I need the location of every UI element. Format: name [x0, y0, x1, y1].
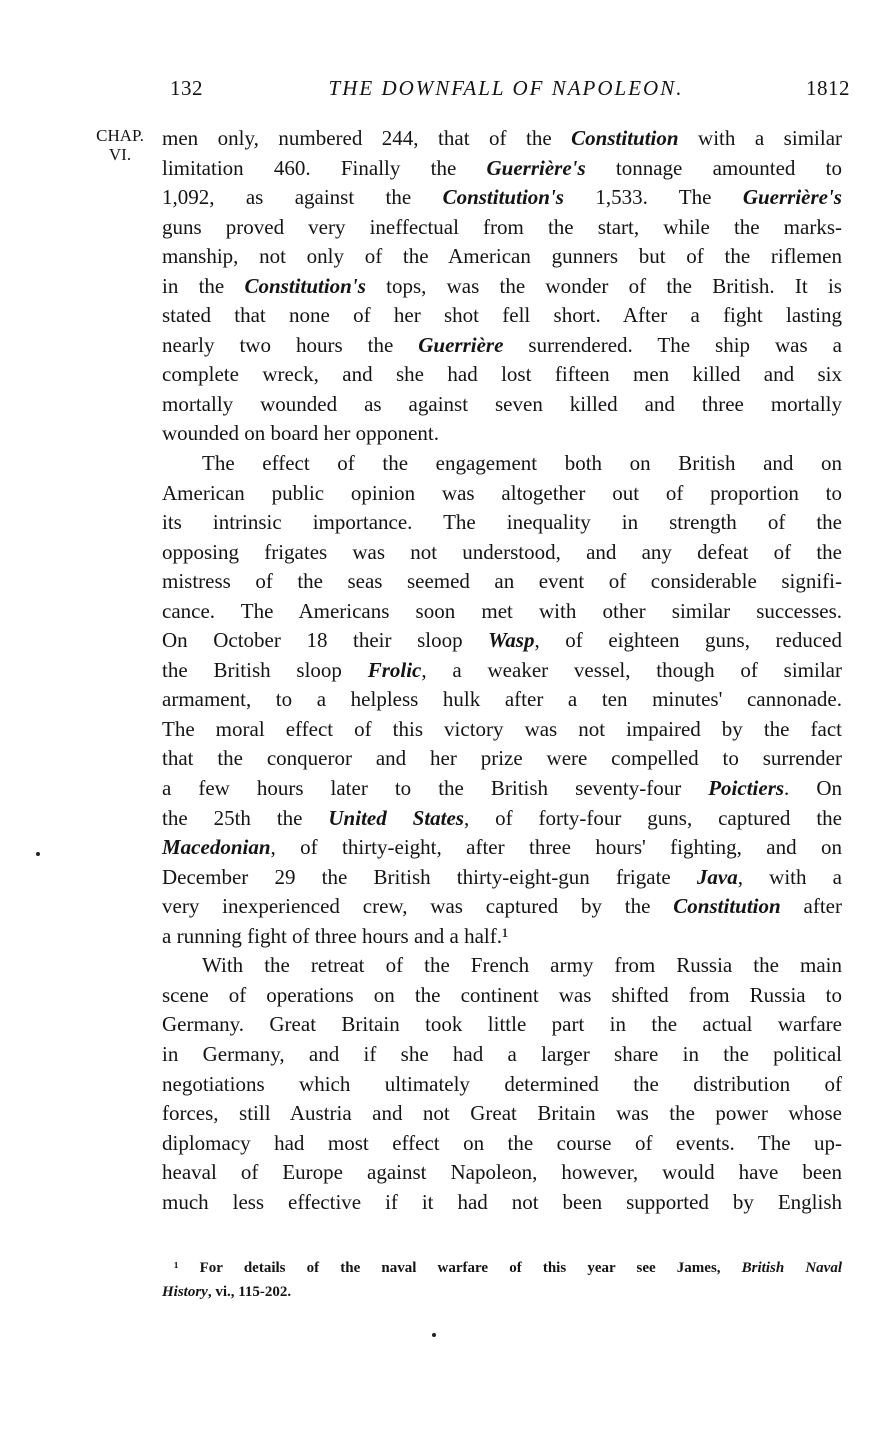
- text-line: nearly two hours the Guerrière surrendered. The ship was a: [162, 332, 842, 357]
- text-line: The moral effect of this victory was not impaired by the fact: [162, 716, 842, 741]
- italic-term: Guerrière: [418, 332, 504, 357]
- italic-term: Constitution: [571, 126, 679, 150]
- running-year: 1812: [806, 76, 850, 100]
- text-line: in Germany, and if she had a larger share in the political: [162, 1041, 842, 1066]
- text-line: The effect of the engagement both on British and on: [202, 451, 842, 476]
- footnote: [162, 1256, 842, 1304]
- text-line: men only, numbered 244, that of the Constitution with a similar: [162, 126, 843, 150]
- italic-term: Guerrière's: [742, 185, 842, 210]
- text-line: 1,092, as against the Constitution's 1,533. The Guerrière's: [162, 185, 842, 210]
- italic-term: Constitution's: [244, 273, 366, 298]
- footnote-line: History, vi., 115-202.: [162, 1284, 292, 1300]
- page-number: 132: [170, 76, 203, 100]
- footnote-line: ¹ For details of the naval warfare of this year see James, British Naval: [174, 1260, 842, 1276]
- italic-term: Wasp: [488, 628, 535, 653]
- chapter-side-note: [89, 126, 151, 164]
- italic-term: Guerrière's: [486, 155, 586, 180]
- text-line: diplomacy had most effect on the course of events. The up-: [162, 1130, 842, 1155]
- text-line: a running fight of three hours and a half.¹: [162, 923, 509, 948]
- italic-term: Java: [696, 864, 738, 889]
- text-line: stated that none of her shot fell short. After a fight lasting: [162, 303, 842, 328]
- chapter-number: VI.: [108, 145, 132, 164]
- italic-term: Constitution: [673, 894, 781, 919]
- text-line: a few hours later to the British seventy-four Poictiers. On: [162, 776, 842, 801]
- text-line: its intrinsic importance. The inequality in strength of the: [162, 510, 842, 535]
- text-line: much less effective if it had not been supported by English: [162, 1189, 842, 1214]
- text-line: mistress of the seas seemed an event of considerable signifi-: [162, 569, 842, 594]
- running-title: THE DOWNFALL OF NAPOLEON.: [328, 76, 684, 100]
- text-line: scene of operations on the continent was shifted from Russia to: [162, 982, 842, 1007]
- italic-term: British Naval: [741, 1260, 842, 1276]
- text-line: limitation 460. Finally the Guerrière's tonnage amounted to: [162, 155, 842, 180]
- text-line: forces, still Austria and not Great Britain was the power whose: [162, 1101, 842, 1126]
- print-speck: [432, 1333, 436, 1337]
- text-line: the 25th the United States, of forty-four guns, captured the: [162, 805, 842, 830]
- italic-term: History: [162, 1284, 208, 1300]
- text-line: December 29 the British thirty-eight-gun frigate Java, with a: [162, 864, 842, 889]
- text-line: Germany. Great Britain took little part in the actual warfare: [162, 1012, 842, 1037]
- body-text: [162, 124, 842, 1217]
- text-line: American public opinion was altogether out of proportion to: [162, 480, 842, 505]
- text-line: With the retreat of the French army from Russia the main: [202, 953, 842, 978]
- italic-term: Macedonian: [162, 835, 271, 860]
- italic-term: Poictiers: [708, 776, 785, 801]
- text-line: that the conqueror and her prize were compelled to surrender: [162, 746, 842, 771]
- text-line: On October 18 their sloop Wasp, of eighteen guns, reduced: [162, 628, 842, 653]
- text-line: Macedonian, of thirty-eight, after three hours' fighting, and on: [162, 835, 842, 860]
- text-line: heaval of Europe against Napoleon, however, would have been: [162, 1160, 842, 1185]
- text-line: the British sloop Frolic, a weaker vessel, though of similar: [162, 657, 842, 682]
- text-line: guns proved very ineffectual from the start, while the marks-: [162, 214, 842, 239]
- text-line: wounded on board her opponent.: [162, 421, 440, 446]
- text-line: mortally wounded as against seven killed and three mortally: [162, 391, 842, 416]
- italic-term: United States: [328, 805, 464, 830]
- italic-term: Frolic: [367, 657, 422, 682]
- italic-term: Constitution's: [442, 185, 564, 210]
- text-line: in the Constitution's tops, was the wonder of the British. It is: [162, 273, 842, 298]
- text-line: cance. The Americans soon met with other similar successes.: [162, 598, 842, 623]
- text-line: very inexperienced crew, was captured by the Constitution after: [162, 894, 842, 919]
- text-line: armament, to a helpless hulk after a ten minutes' cannonade.: [162, 687, 842, 712]
- print-speck: [36, 852, 40, 856]
- text-line: negotiations which ultimately determined the distribution of: [162, 1071, 842, 1096]
- running-head: [150, 76, 862, 108]
- chapter-label: CHAP.: [96, 126, 144, 145]
- text-line: complete wreck, and she had lost fifteen men killed and six: [162, 362, 842, 387]
- text-line: manship, not only of the American gunners but of the riflemen: [162, 244, 842, 269]
- text-line: opposing frigates was not understood, and any defeat of the: [162, 539, 842, 564]
